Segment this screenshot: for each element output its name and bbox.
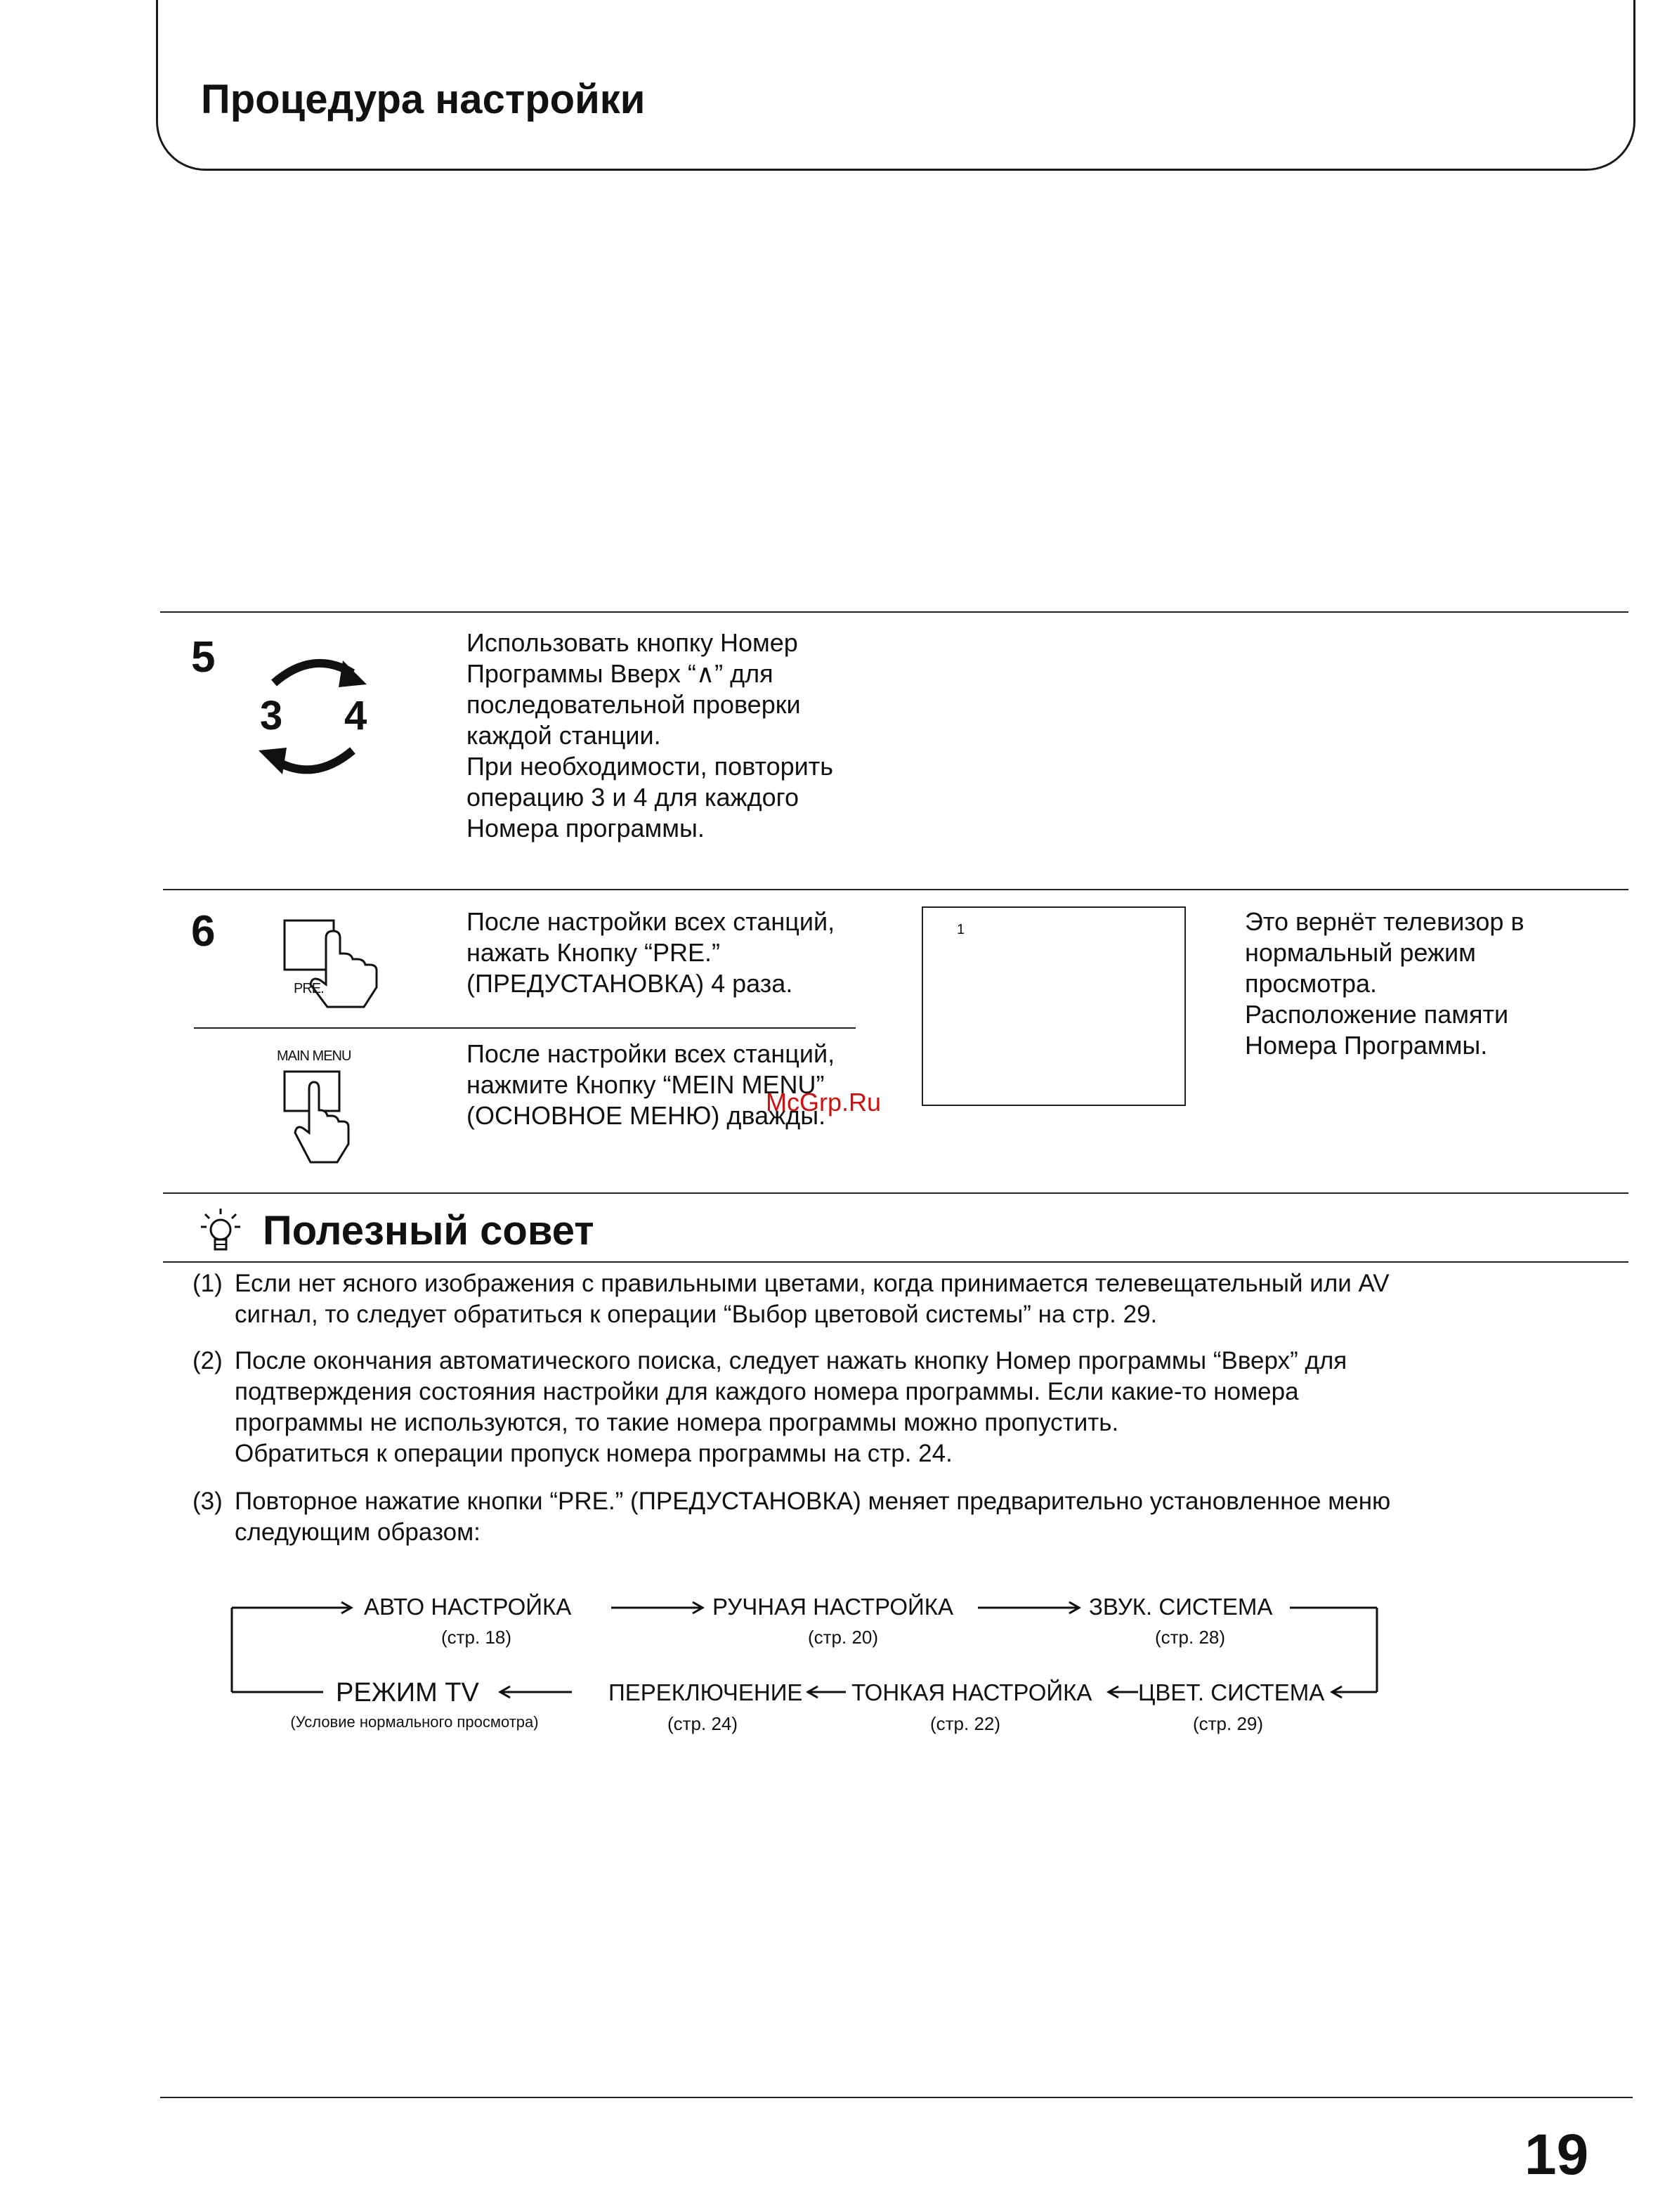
watermark: McGrp.Ru (766, 1088, 882, 1117)
step-6-menu-text: После настройки всех станций, нажмите Кнопку “MEIN MENU” (ОСНОВНОЕ МЕНЮ) дважды. (466, 1039, 835, 1130)
step-5-text: Использовать кнопку Номер Программы Вверх “∧” для последовательной проверки каждой станции. При необходимости, повторить операцию 3 и 4 для каждого Номера программы. (466, 628, 833, 842)
tip-text: Повторное нажатие кнопки “PRE.” (ПРЕДУСТАНОВКА) меняет предварительно установленное меню следующим образом: (235, 1488, 1391, 1546)
main-menu-button-label: MAIN MENU (277, 1048, 351, 1064)
tv-screen (922, 906, 1186, 1106)
flow-step: ЦВЕТ. СИСТЕМА (1138, 1679, 1325, 1705)
step-number: 6 (191, 907, 216, 956)
tip-item (192, 1268, 1640, 1339)
flow-step: РЕЖИМ TV (336, 1678, 479, 1707)
flow-page-ref: (стр. 29) (1192, 1713, 1264, 1734)
footer-divider (160, 2097, 1633, 2098)
tip-item (192, 1346, 1640, 1472)
flow-page-ref: (стр. 18) (440, 1627, 512, 1648)
flow-page-ref: (стр. 24) (667, 1713, 738, 1734)
flow-step: ТОНКАЯ НАСТРОЙКА (851, 1679, 1092, 1705)
divider (194, 1027, 856, 1029)
tip-number: (3) (192, 1488, 223, 1515)
lightbulb-icon (200, 1207, 242, 1254)
flow-page-ref: (стр. 28) (1154, 1627, 1226, 1648)
divider (160, 611, 1628, 613)
flow-step: ЗВУК. СИСТЕМА (1089, 1594, 1273, 1620)
step-6-pre-text: После настройки всех станций, нажать Кнопку “PRE.” (ПРЕДУСТАНОВКА) 4 раза. (466, 907, 835, 998)
divider (163, 889, 1628, 890)
tip-number: (2) (192, 1347, 223, 1374)
tip-text: Если нет ясного изображения с правильными цветами, когда принимается телевещательный или AV сигнал, то следует обратиться к операции “Выбор цветовой системы” на стр. 29. (235, 1270, 1390, 1328)
flow-page-ref: (стр. 22) (929, 1713, 1001, 1734)
tip-item (192, 1486, 1640, 1556)
tips-title: Полезный совет (263, 1208, 594, 1254)
flow-step: АВТО НАСТРОЙКА (364, 1594, 572, 1620)
screen-program-number: 1 (957, 922, 965, 937)
page-title: Процедура настройки (201, 77, 646, 122)
pre-button-label: PRE. (294, 981, 324, 996)
page-number: 19 (1524, 2123, 1589, 2187)
step-number: 5 (191, 633, 216, 682)
tip-text: После окончания автоматического поиска, следует нажать кнопку Номер программы “Вверх” для подтверждения состояния настройки для каждого номера программы. Если какие-то номера программы не используются, то такие номера программы можно пропустить. Обратиться к операции пропуск номера программы на стр. 24. (235, 1347, 1347, 1467)
step-6-result-text: Это вернёт телевизор в нормальный режим просмотра. Расположение памяти Номера Программы. (1245, 907, 1524, 1060)
flow-page-ref: (стр. 20) (807, 1627, 879, 1648)
divider (163, 1261, 1628, 1263)
cycle-step-3: 3 (260, 693, 283, 739)
flow-page-ref: (Условие нормального просмотра) (290, 1713, 539, 1731)
divider (163, 1192, 1628, 1194)
flow-step: ПЕРЕКЛЮЧЕНИЕ (608, 1679, 803, 1705)
cycle-step-4: 4 (344, 693, 367, 739)
pre-button-icon (281, 917, 386, 1015)
main-menu-button-icon (281, 1068, 358, 1173)
flow-step: РУЧНАЯ НАСТРОЙКА (712, 1594, 954, 1620)
tip-number: (1) (192, 1270, 223, 1297)
